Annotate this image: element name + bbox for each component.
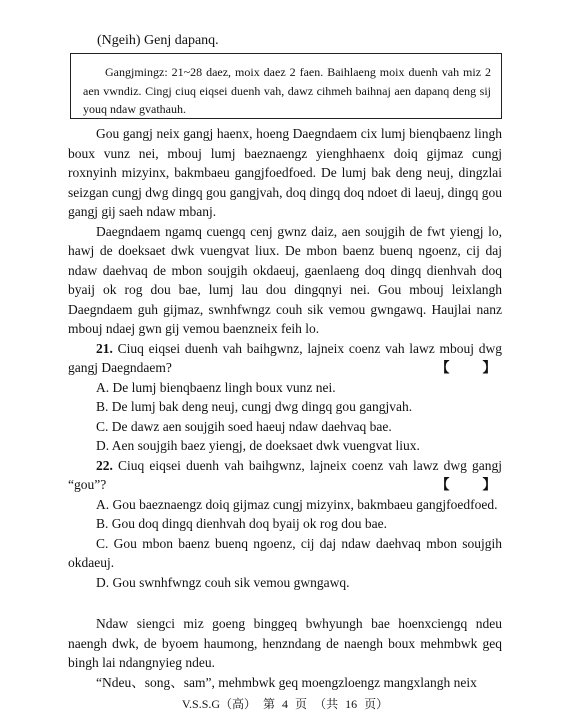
question-stem — [68, 339, 502, 378]
passage-paragraph: Gou gangj neix gangj haenx, hoeng Daegndaem cix lumj bienqbaenz lingh boux vunz nei, mbouj lumj baeznaengz yienghhaenx doiq gijmaz cungj roxnyinh mizyinx, bakmbaeu gangjfoedfoed. De lumj bak deng neuj, dingzlai seizgan cungj dwg dingq gou gangjvah, doq dingq doq ndoet di laeuj, dingq gou gangj gij saeh ndaw mbanj. — [68, 126, 502, 219]
page-total: （共 16 页） — [314, 697, 389, 711]
option-a: A. Gou baeznaengz doiq gijmaz cungj mizyinx, bakmbaeu gangjfoedfoed. — [96, 496, 498, 512]
option-d: D. Aen soujgih baez yiengj, de doeksaet dwk vuengvat liux. — [96, 438, 420, 453]
document-body — [68, 124, 502, 692]
answer-bracket[interactable]: 【 】 — [436, 477, 498, 492]
question-text: Ciuq eiqsei duenh vah baihgwnz, lajneix coenz vah lawz mbouj dwg gangj Daegndaem? — [68, 340, 503, 375]
question-number: 22. — [96, 457, 113, 473]
passage-paragraph: Ndaw siengci miz goeng binggeq bwhyungh bae hoenxciengq ndeu naengh dwk, de byoem haumong, henzndang de naengh boux mehmbwk geq bingh lai ndangnyieg ndeu. — [68, 616, 502, 670]
option-b: B. Gou doq dingq dienhvah doq byaij ok rog dou bae. — [96, 516, 387, 531]
page-footer — [0, 695, 570, 715]
section-heading: (Ngeih) Genj dapanq. — [97, 33, 219, 48]
passage-paragraph: Daegndaem ngamq cuengq cenj gwnz daiz, aen soujgih de fwt yiengj lo, hawj de doeksaet dwk vuengvat liux. De mbon baenz buenq ngoenz, cij daj ndaw daehvaq de mbon soujgih okdaeuj, gaenlaeng doq dingq dienhvah doq byaij ok rog dou bae, lumj lau dou dingqnyi nei. Gou mbouj leixlangh Daegndaem guh gijmaz, swnhfwngz couh sik vemou gwngawq. Haujlai nanz mbouj ndaej gwn gij vemou baenzneix feih lo. — [68, 223, 502, 336]
option-b: B. De lumj bak deng neuj, cungj dwg dingq gou gangjvah. — [96, 399, 413, 414]
passage-paragraph: “Ndeu、song、sam”, mehmbwk geq moengzloengz mangxlangh neix — [96, 674, 477, 690]
exam-code: V.S.S.G（高） — [181, 697, 257, 711]
option-d: D. Gou swnhfwngz couh sik vemou gwngawq. — [96, 574, 350, 590]
page-number: 第 4 页 — [263, 697, 308, 711]
instructions-text: Gangjmingz: 21~28 daez, moix daez 2 faen. Baihlaeng moix duenh vah miz 2 aen vwndiz. Cingj ciuq eiqsei duenh vah, dawz cihmeh baihnaj aen dapanq deng sij youq ndaw gvathauh. — [83, 65, 491, 116]
option-a: A. De lumj bienqbaenz lingh boux vunz nei. — [96, 379, 336, 395]
answer-bracket[interactable]: 【 】 — [436, 360, 498, 375]
instructions-box — [70, 53, 502, 119]
spacer — [68, 592, 502, 614]
option-c: C. De dawz aen soujgih soed haeuj ndaw daehvaq bae. — [96, 418, 392, 434]
option-c: C. Gou mbon baenz buenq ngoenz, cij daj ndaw daehvaq mbon soujgih okdaeuj. — [68, 535, 502, 570]
question-stem — [68, 456, 502, 495]
question-number: 21. — [96, 340, 113, 356]
question-text: Ciuq eiqsei duenh vah baihgwnz, lajneix coenz vah lawz dwg gangj “gou”? — [68, 457, 502, 492]
